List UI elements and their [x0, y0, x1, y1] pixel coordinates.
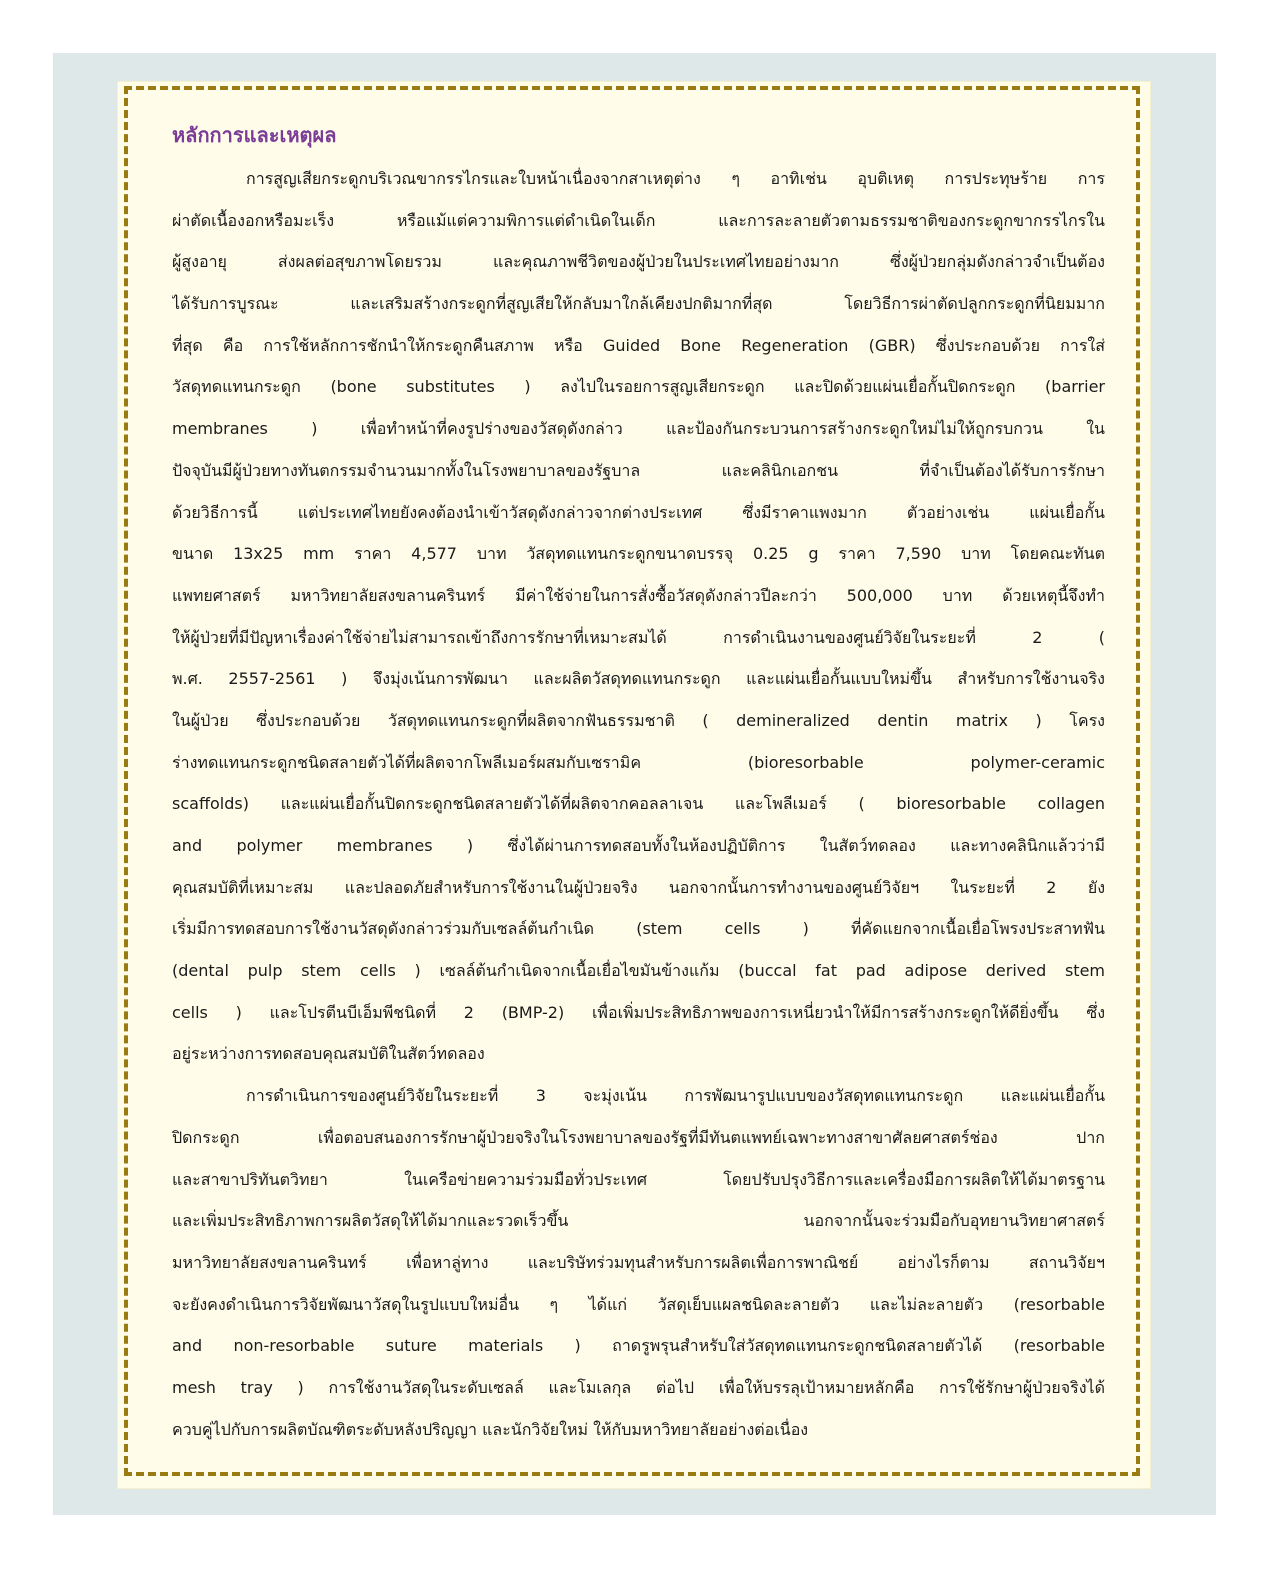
paragraph-1 [172, 158, 1105, 1075]
text-line: ได้รับการบูรณะ และเสริมสร้างกระดูกที่สูญเสียให้กลับมาใกล้เคียงปกติมากที่สุด โดยวิธีการผ่าตัดปลูกกระดูกที่นิยมมาก [172, 294, 1105, 314]
text-line: อยู่ระหว่างการทดสอบคุณสมบัติในสัตว์ทดลอง [172, 1044, 485, 1064]
text-line: ปิดกระดูก เพื่อตอบสนองการรักษาผู้ป่วยจริงในโรงพยาบาลของรัฐที่มีทันตแพทย์เฉพาะทางสาขาศัลยศาสตร์ช่อง ปาก [172, 1127, 1105, 1147]
text-line: and non-resorbable suture materials ) ถาดรูพรุนสำหรับใส่วัสดุทดแทนกระดูกชนิดสลายตัวได้ (resorbable [172, 1336, 1105, 1356]
text-line: membranes ) เพื่อทำหน้าที่คงรูปร่างของวัสดุดังกล่าว และป้องกันกระบวนการสร้างกระดูกใหม่ไม่ให้ถูกรบกวน ใน [172, 419, 1105, 439]
text-line: cells ) และโปรตีนบีเอ็มพีชนิดที่ 2 (BMP-2) เพื่อเพิ่มประสิทธิภาพของการเหนี่ยวนำให้มีการสร้างกระดูกให้ดียิ่งขึ้น ซึ่ง [172, 1002, 1105, 1022]
text-line: ขนาด 13x25 mm ราคา 4,577 บาท วัสดุทดแทนกระดูกขนาดบรรจุ 0.25 g ราคา 7,590 บาท โดยคณะทันต [172, 544, 1105, 564]
text-line: แพทยศาสตร์ มหาวิทยาลัยสงขลานครินทร์ มีค่าใช้จ่ายในการสั่งซื้อวัสดุดังกล่าวปีละกว่า 500,000 บาท ด้วยเหตุนี้จึงทำ [172, 585, 1105, 605]
text-line: และสาขาปริทันตวิทยา ในเครือข่ายความร่วมมือทั่วประเทศ โดยปรับปรุงวิธีการและเครื่องมือการผลิตให้ได้มาตรฐาน [172, 1169, 1105, 1189]
text-line: วัสดุทดแทนกระดูก (bone substitutes ) ลงไปในรอยการสูญเสียกระดูก และปิดด้วยแผ่นเยื่อกั้นปิดกระดูก (barrier [172, 377, 1105, 397]
text-line: scaffolds) และแผ่นเยื่อกั้นปิดกระดูกชนิดสลายตัวได้ที่ผลิตจากคอลลาเจน และโพลีเมอร์ ( bioresorbable collagen [172, 794, 1105, 814]
text-line: มหาวิทยาลัยสงขลานครินทร์ เพื่อหาลู่ทาง และบริษัทร่วมทุนสำหรับการผลิตเพื่อการพาณิชย์ อย่างไรก็ตาม สถานวิจัยฯ [172, 1252, 1105, 1272]
text-line: ปัจจุบันมีผู้ป่วยทางทันตกรรมจำนวนมากทั้งในโรงพยาบาลของรัฐบาล และคลินิกเอกชน ที่จำเป็นต้องได้รับการรักษา [172, 460, 1105, 480]
text-line: ให้ผู้ป่วยที่มีปัญหาเรื่องค่าใช้จ่ายไม่สามารถเข้าถึงการรักษาที่เหมาะสมได้ การดำเนินงานของศูนย์วิจัยในระยะที่ 2 ( [172, 627, 1105, 647]
text-line: การดำเนินการของศูนย์วิจัยในระยะที่ 3 จะมุ่งเน้น การพัฒนารูปแบบของวัสดุทดแทนกระดูก และแผ่นเยื่อกั้น [246, 1086, 1105, 1106]
text-line: การสูญเสียกระดูกบริเวณขากรรไกรและใบหน้าเนื่องจากสาเหตุต่าง ๆ อาทิเช่น อุบติเหตุ การประทุษร้าย การ [246, 169, 1105, 188]
paragraph-2 [172, 1075, 1105, 1450]
text-line: เริ่มมีการทดสอบการใช้งานวัสดุดังกล่าวร่วมกับเซลล์ต้นกำเนิด (stem cells ) ที่คัดแยกจากเนื้อเยื่อโพรงประสาทฟัน [172, 919, 1105, 939]
text-line: and polymer membranes ) ซึ่งได้ผ่านการทดสอบทั้งในห้องปฏิบัติการ ในสัตว์ทดลอง และทางคลินิกแล้วว่ามี [172, 836, 1105, 855]
text-line: ในผู้ป่วย ซึ่งประกอบด้วย วัสดุทดแทนกระดูกที่ผลิตจากฟันธรรมชาติ ( demineralized dentin matrix ) โครง [172, 710, 1105, 730]
text-line: จะยังคงดำเนินการวิจัยพัฒนาวัสดุในรูปแบบใหม่อื่น ๆ ได้แก่ วัสดุเย็บแผลชนิดละลายตัว และไม่ละลายตัว (resorbable [172, 1294, 1105, 1314]
text-line: และเพิ่มประสิทธิภาพการผลิตวัสดุให้ได้มากและรวดเร็วขึ้น นอกจากนั้นจะร่วมมือกับอุทยานวิทยาศาสตร์ [172, 1211, 1105, 1231]
text-line: คุณสมบัติที่เหมาะสม และปลอดภัยสำหรับการใช้งานในผู้ป่วยจริง นอกจากนั้นการทำงานของศูนย์วิจัยฯ ในระยะที่ 2 ยัง [172, 877, 1105, 897]
text-line: ควบคู่ไปกับการผลิตบัณฑิตระดับหลังปริญญา และนักวิจัยใหม่ ให้กับมหาวิทยาลัยอย่างต่อเนื่อง [172, 1419, 809, 1439]
text-line: ผู้สูงอายุ ส่งผลต่อสุขภาพโดยรวม และคุณภาพชีวิตของผู้ป่วยในประเทศไทยอย่างมาก ซึ่งผู้ป่วยกลุ่มดังกล่าวจำเป็นต้อง [172, 252, 1105, 272]
text-line: ด้วยวิธีการนี้ แต่ประเทศไทยยังคงต้องนำเข้าวัสดุดังกล่าวจากต่างประเทศ ซึ่งมีราคาแพงมาก ตัวอย่างเช่น แผ่นเยื่อกั้น [172, 502, 1105, 522]
section-heading: หลักการและเหตุผล [172, 123, 337, 147]
text-line: ผ่าตัดเนื้องอกหรือมะเร็ง หรือแม้แต่ความพิการแต่ดำเนิดในเด็ก และการละลายตัวตามธรรมชาติของกระดูกขากรรไกรใน [172, 210, 1105, 230]
text-line: mesh tray ) การใช้งานวัสดุในระดับเซลล์ และโมเลกุล ต่อไป เพื่อให้บรรลุเป้าหมายหลักคือ การใช้รักษาผู้ป่วยจริงได้ [172, 1377, 1105, 1397]
text-line: ร่างทดแทนกระดูกชนิดสลายตัวได้ที่ผลิตจากโพลีเมอร์ผสมกับเซรามิค (bioresorbable polymer-ceramic [172, 752, 1105, 772]
text-line: (dental pulp stem cells ) เซลล์ต้นกำเนิดจากเนื้อเยื่อไขมันข้างแก้ม (buccal fat pad adipose derived stem [172, 961, 1105, 981]
document-content [172, 116, 1105, 1450]
text-line: ที่สุด คือ การใช้หลักการชักนำให้กระดูกคืนสภาพ หรือ Guided Bone Regeneration (GBR) ซึ่งประกอบด้วย การใส่ [172, 335, 1105, 355]
text-line: พ.ศ. 2557-2561 ) จึงมุ่งเน้นการพัฒนา และผลิตวัสดุทดแทนกระดูก และแผ่นเยื่อกั้นแบบใหม่ขึ้น สำหรับการใช้งานจริง [172, 669, 1105, 689]
